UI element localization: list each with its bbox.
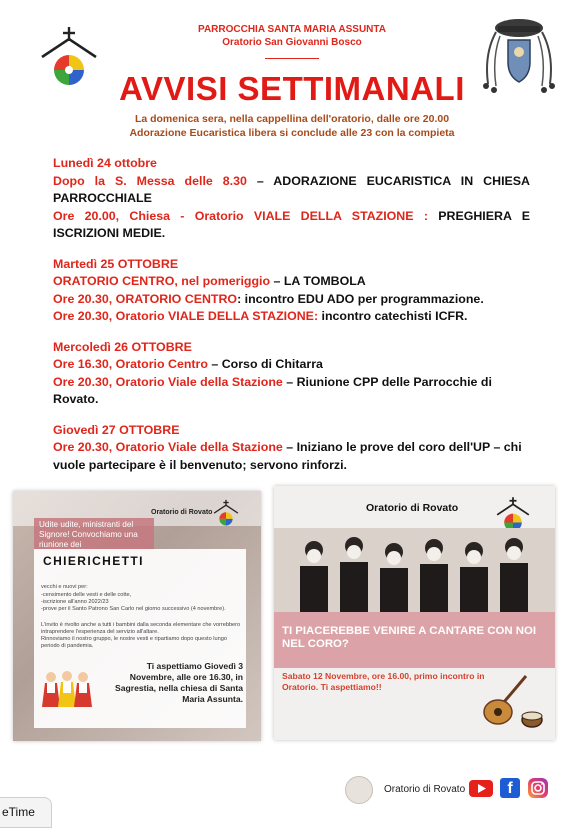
event-line: Ore 20.30, ORATORIO CENTRO: incontro EDU ADO per programmazione. — [53, 291, 484, 306]
poster-headline: CHIERICHETTI — [43, 554, 144, 568]
event-line: Dopo la S. Messa delle 8.30 – ADORAZIONE EUCARISTICA IN CHIESA PARROCCHIALE — [53, 173, 530, 205]
day-block-wednesday — [53, 339, 530, 409]
youtube-icon[interactable] — [469, 780, 493, 797]
choir-poster — [274, 486, 555, 740]
oratory-name: Oratorio San Giovanni Bosco — [222, 37, 362, 48]
taskbar-tab[interactable]: eTime — [0, 797, 52, 828]
event-line: Ore 16.30, Oratorio Centro – Corso di Chitarra — [53, 357, 323, 371]
poster-closing: Ti aspettiamo Giovedì 3 Novembre, alle ore 16.30, in Sagrestia, nella chiesa di Santa Maria Assunta. — [114, 661, 243, 704]
subtitle-line-1: La domenica sera, nella cappellina dell'oratorio, dalle ore 20.00 — [134, 113, 450, 125]
day-block-monday — [53, 155, 530, 243]
subtitle-line-2: Adorazione Eucaristica libera si conclude alle 23 con la compieta — [129, 127, 455, 139]
event-line: Ore 20.30, Oratorio Viale della Stazione – Iniziano le prove del coro dell'UP – chi vuole partecipare è il benvenuto; servono rinforzi. — [53, 440, 522, 472]
poster-invite: Rinnoviamo il nostro gruppo, le nostre vesti e ripartiamo dopo questo lungo periodo di pandemia. — [41, 636, 227, 649]
poster-invite: L'invito è rivolto anche a tutti i bambini dalla seconda elementare che vorrebbero intraprendere l'esperienza del servizio all'altare. — [41, 622, 241, 635]
altar-servers-poster — [13, 491, 261, 741]
poster-headline: TI PIACEREBBE VENIRE A CANTARE CON NOI NEL CORO? — [282, 625, 536, 650]
footer-account-name[interactable]: Oratorio di Rovato — [384, 784, 466, 795]
event-line: Ore 20.30, Oratorio Viale della Stazione – Riunione CPP delle Parrocchie di Rovato. — [53, 374, 492, 406]
day-heading: Mercoledì 26 OTTOBRE — [53, 339, 192, 354]
header-divider — [265, 58, 319, 59]
day-block-tuesday — [53, 256, 530, 326]
day-heading: Giovedì 27 OTTOBRE — [53, 422, 180, 437]
choir-photo — [274, 528, 555, 618]
event-line: Ore 20.30, Oratorio VIALE DELLA STAZIONE: incontro catechisti ICFR. — [53, 309, 468, 323]
altar-boys-illustration-icon — [41, 669, 93, 709]
church-puzzle-logo-icon — [213, 499, 239, 529]
camera-icon — [528, 778, 548, 798]
day-heading: Martedì 25 OTTOBRE — [53, 256, 179, 271]
poster-brand: Oratorio di Rovato — [151, 509, 213, 516]
play-icon — [469, 780, 493, 797]
avatar[interactable] — [345, 776, 373, 804]
day-block-thursday — [53, 422, 530, 475]
instagram-icon[interactable] — [528, 778, 548, 798]
day-heading: Lunedì 24 ottobre — [53, 156, 157, 170]
poster-brand: Oratorio di Rovato — [366, 502, 459, 514]
event-line: Ore 20.00, Chiesa - Oratorio VIALE DELLA STAZIONE : PREGHIERA E ISCRIZIONI MEDIE. — [53, 208, 531, 240]
poster-list-intro: vecchi e nuovi per: — [41, 584, 88, 590]
poster-intro: Udite udite, ministranti del Signore! Convochiamo una riunione dei — [34, 518, 154, 551]
guitar-drum-illustration-icon — [474, 672, 546, 732]
event-line: ORATORIO CENTRO, nel pomeriggio – LA TOMBOLA — [53, 274, 366, 288]
announcements — [53, 155, 530, 487]
page-title: AVVISI SETTIMANALI — [119, 70, 465, 107]
poster-list-item: -prove per il Santo Patrono San Carlo nel giorno successivo (4 novembre). — [41, 606, 226, 612]
poster-details: Sabato 12 Novembre, ore 16.00, primo incontro in Oratorio. Ti aspettiamo!! — [282, 671, 485, 692]
facebook-icon[interactable]: f — [500, 778, 520, 798]
parish-name: PARROCCHIA SANTA MARIA ASSUNTA — [198, 24, 386, 35]
poster-list-item: -iscrizione all'anno 2022/23 — [41, 599, 109, 605]
poster-list-item: -censimento delle vesti e delle cotte, — [41, 592, 132, 598]
